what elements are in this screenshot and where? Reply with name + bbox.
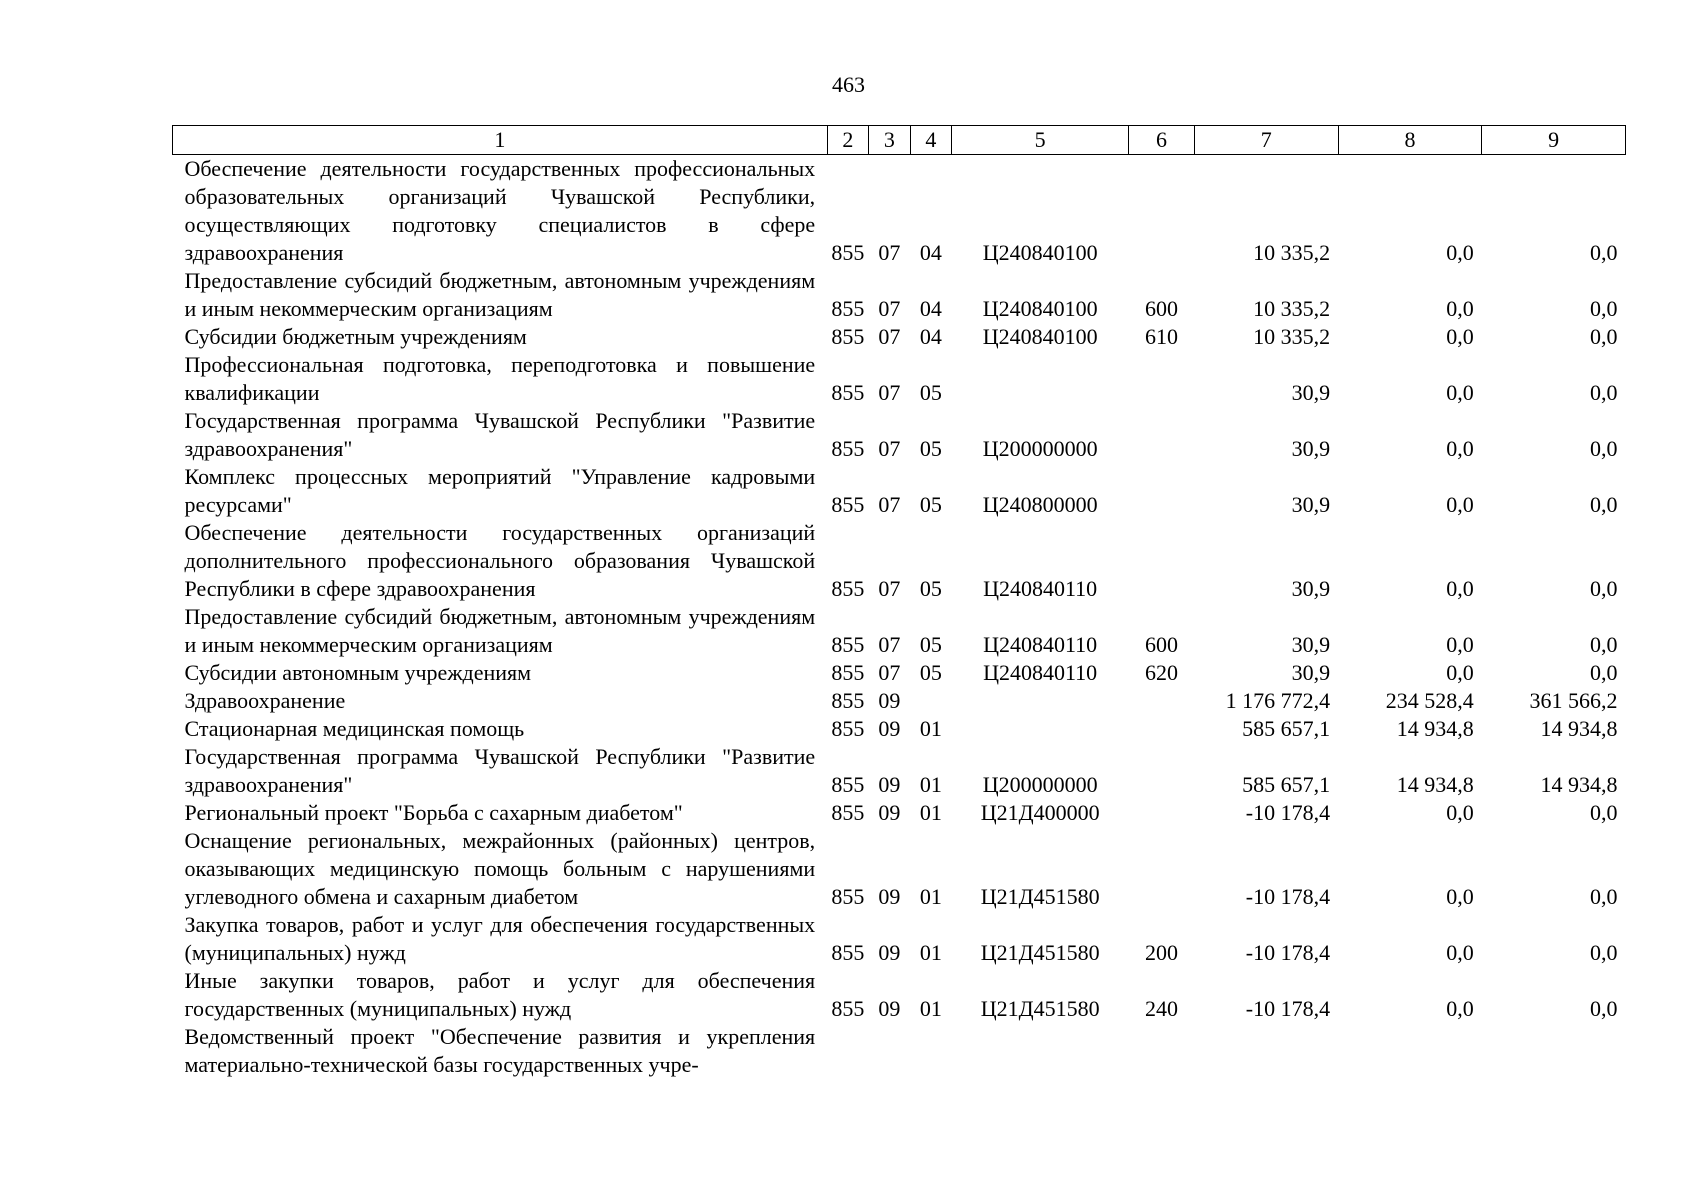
- section-code: 09: [878, 716, 901, 741]
- amount-col-9: 0,0: [1590, 492, 1618, 517]
- section-code: 07: [878, 660, 901, 685]
- target-article-code: Ц21Д400000: [980, 800, 1100, 825]
- header-cell: 7: [1194, 126, 1338, 155]
- section-code: [869, 1023, 910, 1079]
- amount-col-9: 0,0: [1590, 240, 1618, 265]
- header-cell: 1: [173, 126, 828, 155]
- expense-type-code: [1129, 827, 1195, 911]
- ministry-code: 855: [831, 492, 865, 517]
- ministry-code: 855: [831, 632, 865, 657]
- target-article-code: [952, 351, 1129, 407]
- header-cell: 3: [869, 126, 910, 155]
- amount-col-8: 0,0: [1446, 940, 1474, 965]
- amount-col-9: 0,0: [1590, 660, 1618, 685]
- section-code: 07: [878, 380, 901, 405]
- amount-col-7: 10 335,2: [1253, 296, 1331, 321]
- table-row: [173, 323, 1626, 351]
- subsection-code: 01: [919, 716, 942, 741]
- target-article-code: Ц200000000: [982, 772, 1098, 797]
- ministry-code: 855: [831, 296, 865, 321]
- subsection-code: 01: [919, 772, 942, 797]
- subsection-code: 05: [919, 436, 942, 461]
- table-row: [173, 1023, 1626, 1079]
- table-row: [173, 743, 1626, 799]
- table-row: [173, 715, 1626, 743]
- section-code: 09: [878, 688, 901, 713]
- amount-col-7: 30,9: [1291, 492, 1331, 517]
- ministry-code: 855: [831, 660, 865, 685]
- section-code: 07: [878, 240, 901, 265]
- subsection-code: 05: [919, 660, 942, 685]
- amount-col-9: 0,0: [1590, 576, 1618, 601]
- row-name: Стационарная медицинская помощь: [184, 716, 525, 741]
- table-row: [173, 967, 1626, 1023]
- subsection-code: 05: [919, 632, 942, 657]
- target-article-code: Ц240840100: [982, 296, 1098, 321]
- subsection-code: 05: [919, 380, 942, 405]
- amount-col-8: 0,0: [1446, 436, 1474, 461]
- subsection-code: 04: [919, 240, 942, 265]
- subsection-code: 05: [919, 492, 942, 517]
- amount-col-8: 0,0: [1446, 296, 1474, 321]
- ministry-code: 855: [831, 688, 865, 713]
- header-cell: 8: [1338, 126, 1482, 155]
- amount-col-9: 0,0: [1590, 296, 1618, 321]
- amount-col-8: 14 934,8: [1396, 772, 1474, 797]
- expense-type-code: [1129, 743, 1195, 799]
- table-row: [173, 659, 1626, 687]
- amount-col-7: -10 178,4: [1245, 800, 1331, 825]
- section-code: 07: [878, 324, 901, 349]
- header-cell: 4: [910, 126, 951, 155]
- amount-col-7: 585 657,1: [1242, 716, 1331, 741]
- budget-table: [172, 125, 1626, 1079]
- amount-col-9: 0,0: [1590, 940, 1618, 965]
- row-name: Оснащение региональных, межрайонных (районных) центров, оказывающих медицинскую помощь больным с нарушениями углеводного обмена и сахарным диабетом: [184, 828, 816, 909]
- expense-type-code: 620: [1145, 660, 1179, 685]
- amount-col-8: 0,0: [1446, 492, 1474, 517]
- table-row: [173, 351, 1626, 407]
- ministry-code: 855: [831, 380, 865, 405]
- row-name: Субсидии автономным учреждениям: [184, 660, 532, 685]
- ministry-code: 855: [831, 772, 865, 797]
- amount-col-8: 14 934,8: [1396, 716, 1474, 741]
- amount-col-7: -10 178,4: [1245, 884, 1331, 909]
- amount-col-9: 0,0: [1590, 436, 1618, 461]
- amount-col-8: 0,0: [1446, 660, 1474, 685]
- expense-type-code: 240: [1145, 996, 1179, 1021]
- row-name: Закупка товаров, работ и услуг для обеспечения государственных (муниципальных) нужд: [184, 912, 816, 965]
- amount-col-9: 14 934,8: [1540, 716, 1618, 741]
- header-cell: 2: [827, 126, 868, 155]
- table-row: [173, 603, 1626, 659]
- row-name: Комплекс процессных мероприятий "Управление кадровыми ресурсами": [184, 464, 816, 517]
- section-code: 09: [878, 940, 901, 965]
- subsection-code: 04: [919, 324, 942, 349]
- target-article-code: Ц240840100: [982, 324, 1098, 349]
- subsection-code: [910, 687, 951, 715]
- ministry-code: [827, 1023, 868, 1079]
- target-article-code: Ц21Д451580: [980, 996, 1100, 1021]
- table-row: [173, 687, 1626, 715]
- ministry-code: 855: [831, 884, 865, 909]
- amount-col-8: 0,0: [1446, 380, 1474, 405]
- expense-type-code: [1129, 1023, 1195, 1079]
- amount-col-9: [1482, 1023, 1626, 1079]
- table-row: [173, 799, 1626, 827]
- expense-type-code: 200: [1145, 940, 1179, 965]
- row-name: Региональный проект "Борьба с сахарным диабетом": [184, 800, 683, 825]
- amount-col-9: 361 566,2: [1529, 688, 1618, 713]
- subsection-code: 04: [919, 296, 942, 321]
- target-article-code: Ц200000000: [982, 436, 1098, 461]
- expense-type-code: [1129, 155, 1195, 268]
- table-row: [173, 155, 1626, 268]
- section-code: 07: [878, 576, 901, 601]
- ministry-code: 855: [831, 996, 865, 1021]
- row-name: Обеспечение деятельности государственных профессиональных образовательных организаций Чувашской Республики, осуществляющих подготовку специалистов в сфере здравоохранения: [184, 156, 816, 265]
- expense-type-code: [1129, 463, 1195, 519]
- row-name: Предоставление субсидий бюджетным, автономным учреждениям и иным некоммерческим организациям: [184, 268, 816, 321]
- amount-col-9: 0,0: [1590, 884, 1618, 909]
- subsection-code: 01: [919, 884, 942, 909]
- expense-type-code: 610: [1145, 324, 1179, 349]
- amount-col-7: 30,9: [1291, 576, 1331, 601]
- table-row: [173, 827, 1626, 911]
- target-article-code: Ц240840100: [982, 240, 1098, 265]
- amount-col-8: 0,0: [1446, 240, 1474, 265]
- amount-col-9: 0,0: [1590, 632, 1618, 657]
- header-cell: 5: [952, 126, 1129, 155]
- row-name: Государственная программа Чувашской Республики "Развитие здравоохранения": [184, 408, 816, 461]
- ministry-code: 855: [831, 716, 865, 741]
- amount-col-8: 234 528,4: [1385, 688, 1474, 713]
- section-code: 07: [878, 296, 901, 321]
- target-article-code: Ц240800000: [982, 492, 1098, 517]
- row-name: Государственная программа Чувашской Республики "Развитие здравоохранения": [184, 744, 816, 797]
- ministry-code: 855: [831, 576, 865, 601]
- subsection-code: 05: [919, 576, 942, 601]
- ministry-code: 855: [831, 324, 865, 349]
- subsection-code: [910, 1023, 951, 1079]
- subsection-code: 01: [919, 996, 942, 1021]
- ministry-code: 855: [831, 240, 865, 265]
- amount-col-9: 0,0: [1590, 800, 1618, 825]
- header-cell: 9: [1482, 126, 1626, 155]
- amount-col-8: 0,0: [1446, 324, 1474, 349]
- budget-table-container: [172, 125, 1626, 1079]
- amount-col-8: 0,0: [1446, 576, 1474, 601]
- row-name: Здравоохранение: [184, 688, 346, 713]
- section-code: 09: [878, 996, 901, 1021]
- expense-type-code: [1129, 799, 1195, 827]
- target-article-code: Ц240840110: [983, 576, 1098, 601]
- amount-col-7: -10 178,4: [1245, 996, 1331, 1021]
- amount-col-7: 30,9: [1291, 660, 1331, 685]
- target-article-code: Ц240840110: [983, 660, 1098, 685]
- amount-col-7: 1 176 772,4: [1225, 688, 1331, 713]
- header-row: [173, 126, 1626, 155]
- table-row: [173, 407, 1626, 463]
- ministry-code: 855: [831, 940, 865, 965]
- amount-col-8: 0,0: [1446, 884, 1474, 909]
- amount-col-7: 10 335,2: [1253, 240, 1331, 265]
- amount-col-7: 30,9: [1291, 380, 1331, 405]
- amount-col-7: 585 657,1: [1242, 772, 1331, 797]
- table-body: [173, 155, 1626, 1080]
- section-code: 07: [878, 632, 901, 657]
- target-article-code: Ц21Д451580: [980, 884, 1100, 909]
- target-article-code: Ц240840110: [983, 632, 1098, 657]
- row-name: Иные закупки товаров, работ и услуг для обеспечения государственных (муниципальных) нужд: [184, 968, 816, 1021]
- target-article-code: Ц21Д451580: [980, 940, 1100, 965]
- section-code: 07: [878, 492, 901, 517]
- expense-type-code: 600: [1145, 632, 1179, 657]
- subsection-code: 01: [919, 800, 942, 825]
- table-row: [173, 911, 1626, 967]
- amount-col-8: 0,0: [1446, 632, 1474, 657]
- amount-col-8: [1338, 1023, 1482, 1079]
- ministry-code: 855: [831, 436, 865, 461]
- section-code: 07: [878, 436, 901, 461]
- expense-type-code: [1129, 407, 1195, 463]
- row-name: Обеспечение деятельности государственных организаций дополнительного профессионального образования Чувашской Республики в сфере здравоохранения: [184, 520, 816, 601]
- amount-col-9: 0,0: [1590, 324, 1618, 349]
- target-article-code: [952, 1023, 1129, 1079]
- amount-col-8: 0,0: [1446, 800, 1474, 825]
- amount-col-7: 30,9: [1291, 436, 1331, 461]
- amount-col-8: 0,0: [1446, 996, 1474, 1021]
- amount-col-7: 10 335,2: [1253, 324, 1331, 349]
- expense-type-code: [1129, 687, 1195, 715]
- header-cell: 6: [1129, 126, 1195, 155]
- section-code: 09: [878, 772, 901, 797]
- row-name: Ведомственный проект "Обеспечение развития и укрепления материально-технической базы государственных учре-: [184, 1024, 816, 1077]
- ministry-code: 855: [831, 800, 865, 825]
- subsection-code: 01: [919, 940, 942, 965]
- page-number: 463: [832, 72, 865, 97]
- expense-type-code: 600: [1145, 296, 1179, 321]
- amount-col-9: 14 934,8: [1540, 772, 1618, 797]
- row-name: Профессиональная подготовка, переподготовка и повышение квалификации: [184, 352, 816, 405]
- amount-col-7: -10 178,4: [1245, 940, 1331, 965]
- section-code: 09: [878, 800, 901, 825]
- table-row: [173, 519, 1626, 603]
- amount-col-9: 0,0: [1590, 996, 1618, 1021]
- target-article-code: [952, 687, 1129, 715]
- row-name: Предоставление субсидий бюджетным, автономным учреждениям и иным некоммерческим организациям: [184, 604, 816, 657]
- table-row: [173, 267, 1626, 323]
- amount-col-7: [1194, 1023, 1338, 1079]
- expense-type-code: [1129, 351, 1195, 407]
- amount-col-7: 30,9: [1291, 632, 1331, 657]
- amount-col-9: 0,0: [1590, 380, 1618, 405]
- section-code: 09: [878, 884, 901, 909]
- row-name: Субсидии бюджетным учреждениям: [184, 324, 527, 349]
- expense-type-code: [1129, 715, 1195, 743]
- table-row: [173, 463, 1626, 519]
- expense-type-code: [1129, 519, 1195, 603]
- target-article-code: [952, 715, 1129, 743]
